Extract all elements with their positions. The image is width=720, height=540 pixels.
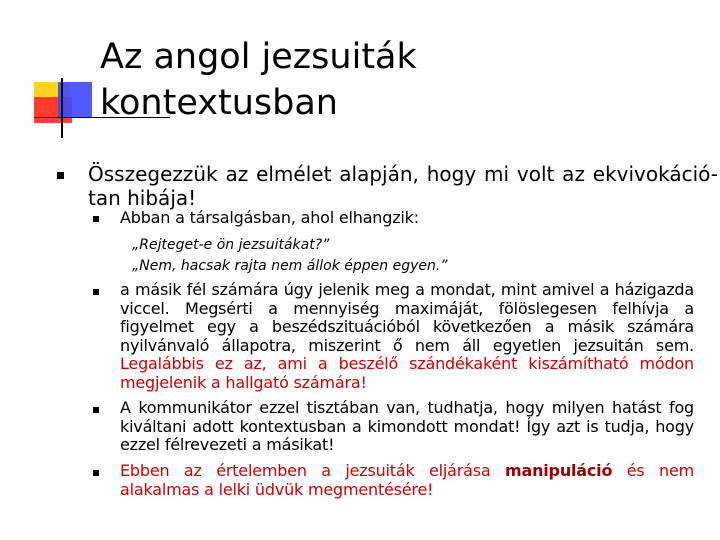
slide-title (100, 34, 417, 126)
bullet-square-icon (93, 407, 99, 413)
bullet-square-icon (93, 289, 99, 295)
quote-1: „Rejteget-e ön jezsuitákat?” (132, 237, 330, 253)
sub-bullet-4-pre: Ebben az értelemben a jezsuiták eljárása (120, 461, 491, 480)
bullet-square-icon (93, 216, 99, 222)
sub-bullet-3-text: A kommunikátor ezzel tisztában van, tudhatja, hogy milyen hatást fog kiváltani adott kontextusban a kimondott mondat! Így azt is tudja, hogy ezzel félrevezeti a másikat! (120, 398, 694, 454)
title-line-2: kontextusban (100, 83, 338, 123)
quote-2: „Nem, hacsak rajta nem állok éppen egyen.” (132, 258, 448, 274)
sub-bullet-4-bold: manipuláció (505, 461, 613, 480)
decor-vertical-line (61, 78, 63, 138)
bullet-square-icon (93, 470, 99, 476)
title-line-1: Az angol jezsuiták (100, 37, 417, 77)
sub-bullet-1-text: Abban a társalgásban, ahol elhangzik: (120, 208, 419, 227)
bullet-square-icon (57, 172, 64, 179)
decor-blue-square (58, 82, 92, 118)
sub-bullet-2-black: a másik fél számára úgy jelenik meg a mondat, mint amivel a házigazda viccel. Megsérti a mennyiség maximáját, fölöslegesen felhívja a figyelmet egy a beszédszituációból következően a másik számára nyilvánvaló állapotra, miszerint ő nem áll egyetlen jezsuitán sem. (120, 280, 694, 355)
sub-bullet-2-text (120, 281, 694, 392)
sub-bullet-4-text (120, 462, 694, 499)
main-bullet-text: Összegezzük az elmélet alapján, hogy mi volt az ekvivokáció-tan hibája! (88, 162, 718, 210)
sub-bullet-4-post: és nem alakalmas a lelki üdvük megmentésére! (120, 461, 695, 499)
sub-bullet-2-red: Legalábbis ez az, ami a beszélő szándékaként kiszámítható módon megjelenik a hallgató számára! (120, 354, 694, 392)
